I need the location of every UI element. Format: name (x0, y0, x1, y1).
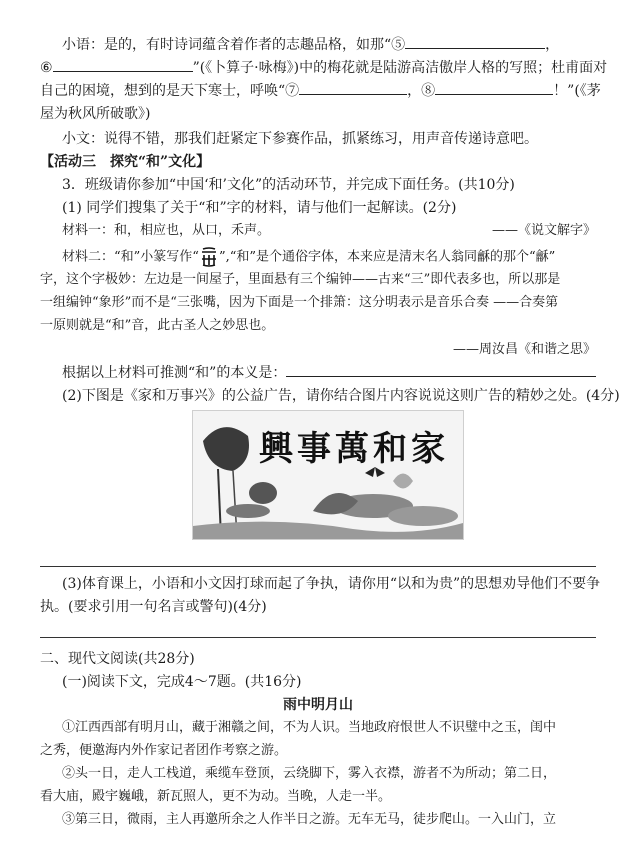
article-title: 雨中明月山 (283, 697, 353, 713)
public-service-ad-image (192, 410, 464, 540)
question-3-3: (3)体育课上，小语和小文因打球而起了争执，请你用“以和为贵”的思想劝导他们不要争 (62, 576, 601, 592)
answer-line[interactable] (40, 637, 596, 638)
answer-blank-5[interactable] (405, 34, 545, 49)
material-2-source: ——周汝昌《和谐之思》 (452, 342, 596, 357)
question-3-3-cont: 执。(要求引用一句名言或警句)(4分) (40, 599, 267, 615)
answer-line[interactable] (40, 566, 596, 567)
answer-blank-he-meaning[interactable] (286, 362, 596, 377)
section-heading: 二、现代文阅读(共28分) (40, 651, 195, 667)
question-3-1: (1) 同学们搜集了关于“和”字的材料，请与他们一起解读。(2分) (62, 200, 457, 216)
question-3: 3．班级请你参加“中国‘和’文化”的活动环节，并完成下面任务。(共10分) (62, 177, 515, 193)
question-3-2: (2)下图是《家和万事兴》的公益广告，请你结合图片内容说说这则广告的精妙之处。(4分) (62, 388, 620, 404)
section-heading: 【活动三 探究“和”文化】 (40, 154, 211, 170)
text-line: 小语：是的，有时诗词蕴含着作者的志趣品格，如那“⑤ ， (62, 34, 559, 56)
seal-script-he-icon (199, 246, 219, 268)
paragraph-3: ③第三日，微雨，主人再邀所余之人作半日之游。无车无马，徒步爬山。一入山门，立 (62, 812, 557, 827)
banner-title: 興事萬和家 (259, 429, 449, 469)
material-1-source: ——《说文解字》 (491, 223, 596, 238)
paragraph-2-cont: 看大庙，殿宇巍峨，新瓦照人，更不为动。当晚，人走一半。 (40, 789, 392, 804)
material-2-cont: 一原则就是“和”音，此古圣人之妙思也。 (40, 318, 275, 333)
answer-blank-7[interactable] (299, 80, 407, 95)
text-line: 小文：说得不错，那我们赶紧定下参赛作品，抓紧练习，用声音传递诗意吧。 (62, 131, 538, 147)
reading-instruction: (一)阅读下文，完成4～7题。(共16分) (62, 674, 302, 690)
text-line: ⑥ ”(《卜算子·咏梅》)中的梅花就是陆游高洁傲岸人格的写照；杜甫面对 (40, 57, 607, 79)
material-2: 材料二：“和”小篆写作“ ”,“和”是个通俗字体，本来应是清末名人翁同龢的那个“龢” (62, 246, 555, 269)
answer-blank-8[interactable] (435, 80, 553, 95)
material-2-cont: 字，这个字极妙：左边是一间屋子，里面悬有三个编钟——古来“三”即代表多也，所以那是 (40, 272, 561, 287)
material-1: 材料一：和，相应也，从口，禾声。 (62, 223, 271, 238)
text-line: 自己的困境，想到的是天下寒士，呼唤“⑦ ，⑧ ！”(《茅 (40, 80, 601, 102)
inference-prompt: 根据以上材料可推测“和”的本义是： (62, 362, 596, 384)
paragraph-1: ①江西西部有明月山，藏于湘赣之间，不为人识。当地政府恨世人不识璧中之玉，闺中 (62, 720, 557, 735)
material-2-cont: 一组编钟“象形”而不是“三张嘴，因为下面是一个排箫：这分明表示是音乐合奏 ——合奏第 (40, 295, 559, 310)
text-line: 屋为秋风所破歌》) (40, 106, 151, 122)
answer-blank-6[interactable] (53, 57, 193, 72)
paragraph-1-cont: 之秀，便邀海内外作家记者团作考察之游。 (40, 743, 288, 758)
paragraph-2: ②头一日，走人工栈道，乘缆车登顶，云绕脚下，雾入衣襟，游者不为所动；第二日， (62, 766, 557, 781)
